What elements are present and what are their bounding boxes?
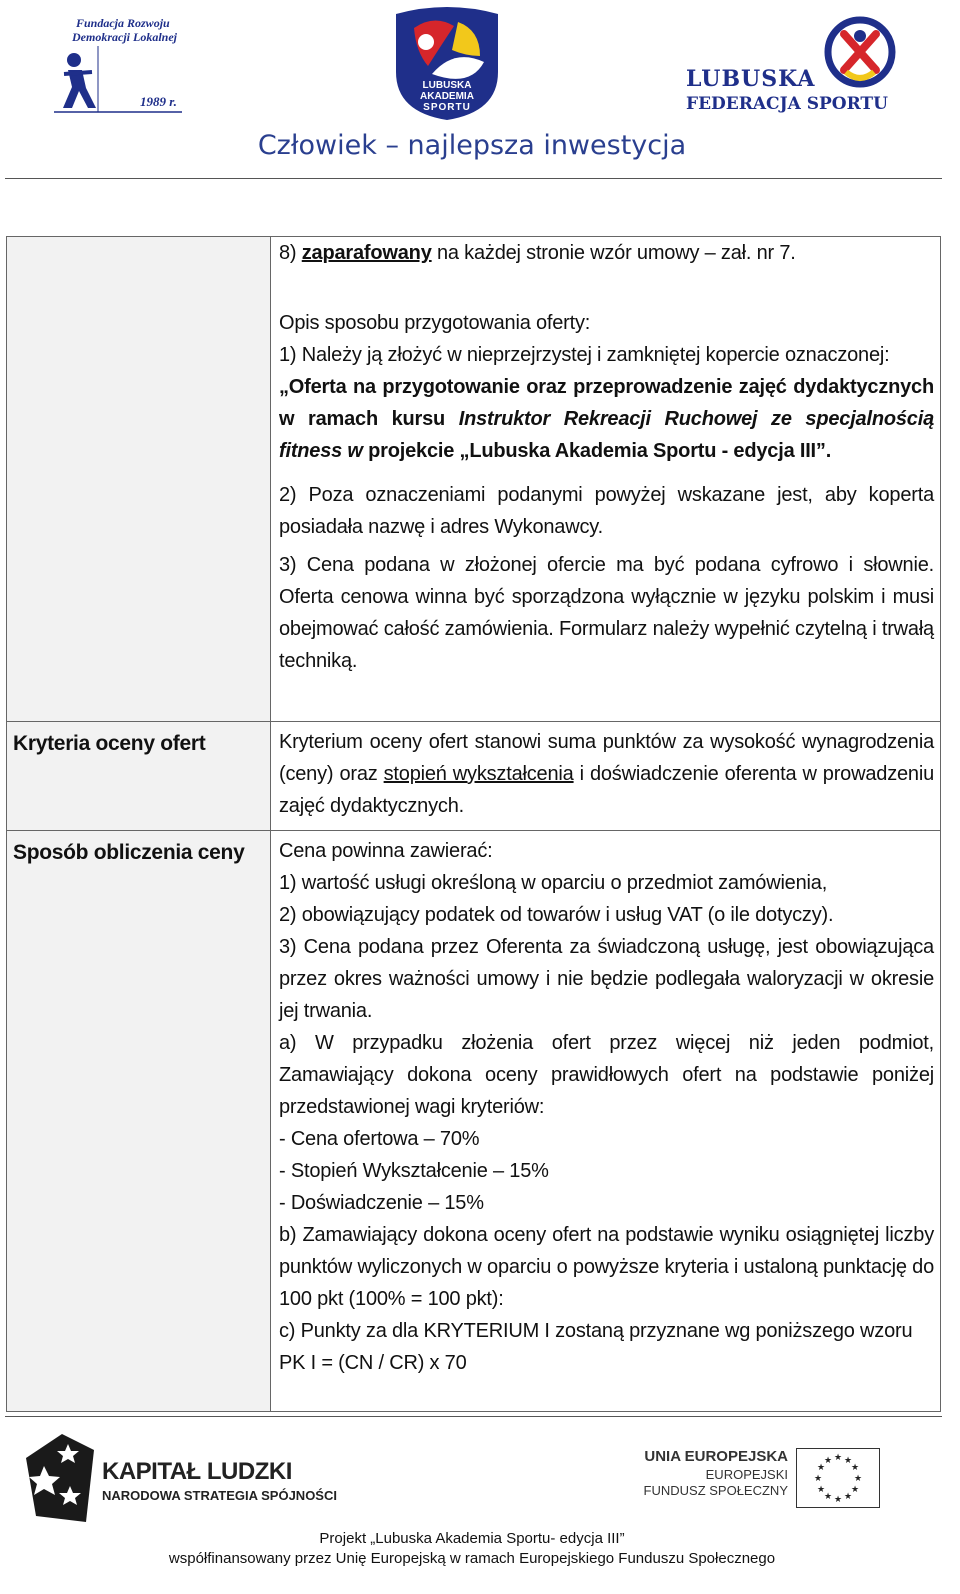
criteria-text-b: i doświadczenie oferenta w prowadzeniu zajęć dydaktycznych. (279, 763, 935, 817)
requirements-table (6, 236, 941, 1412)
las-line1: LUBUSKA (422, 80, 472, 91)
price-line: 3) Cena podana przez Oferenta za świadczoną usługę, jest obowiązująca przez okres ważności umowy i nie będzie podlegała waloryzacji w okresie jej trwania. (279, 936, 934, 1022)
offer-title-part-b: Instruktor Rekreacji Ruchowej ze specjalnością fitness w (279, 408, 934, 462)
price-line: Cena powinna zawierać: (279, 840, 493, 862)
table-row (7, 722, 941, 831)
svg-text:★: ★ (833, 1453, 843, 1463)
las-line2: AKADEMIA (420, 91, 474, 102)
price-line: - Cena ofertowa – 70% (279, 1128, 480, 1150)
footer-cofinance: współfinansowany przez Unię Europejską w ramach Europejskiego Funduszu Społecznego (168, 1550, 776, 1567)
kl-subtitle: NARODOWA STRATEGIA SPÓJNOŚCI (102, 1488, 337, 1503)
criteria-underlined: stopień wykształcenia (383, 763, 574, 785)
paragraph-initial-requirement (279, 237, 934, 269)
logo-unia-europejska (643, 1448, 878, 1524)
svg-text:★: ★ (813, 1474, 823, 1484)
row-label (7, 237, 270, 247)
paragraph-criteria (279, 726, 934, 822)
table-row (7, 831, 941, 1412)
svg-text:★: ★ (853, 1474, 863, 1484)
svg-text:★: ★ (843, 1456, 853, 1466)
header-tagline: Człowiek – najlepsza inwestycja (257, 130, 687, 161)
price-line: - Stopień Wykształcenie – 15% (279, 1160, 549, 1182)
svg-text:★: ★ (850, 1485, 860, 1495)
svg-text:★: ★ (833, 1495, 843, 1505)
header-divider (5, 178, 942, 179)
frdl-name-line1: Fundacja Rozwoju (76, 16, 170, 30)
row-label-cell (7, 237, 271, 722)
price-line: - Doświadczenie – 15% (279, 1192, 484, 1214)
eu-stars-icon (796, 1448, 880, 1508)
frdl-name-line2: Demokracji Lokalnej (72, 30, 177, 44)
row-content-cell (271, 831, 941, 1412)
row-label-kryteria: Kryteria oceny ofert (13, 732, 206, 755)
logo-kapital-ludzki (22, 1430, 337, 1525)
row-content-cell (271, 722, 941, 831)
svg-text:★: ★ (850, 1463, 860, 1473)
offer-title-part-c: projekcie „Lubuska Akademia Sportu - edycja III”. (362, 440, 832, 462)
ue-line2: EUROPEJSKI (705, 1467, 788, 1482)
item-text: na każdej stronie wzór umowy – zał. nr 7. (431, 242, 796, 264)
paragraph-envelope-address: 2) Poza oznaczeniami podanymi powyżej wskazane jest, aby koperta posiadała nazwę i adres Wykonawcy. (279, 484, 934, 538)
price-line: 2) obowiązujący podatek od towarów i usług VAT (o ile dotyczy). (279, 904, 834, 926)
svg-text:★: ★ (843, 1492, 853, 1502)
underlined-term: zaparafowany (301, 242, 432, 264)
price-line: c) Punkty za dla KRYTERIUM I zostaną przyznane wg poniższego wzoru (279, 1320, 913, 1342)
price-line: 1) wartość usługi określoną w oparciu o przedmiot zamówienia, (279, 872, 828, 894)
price-line: b) Zamawiający dokona oceny ofert na podstawie wyniku osiągniętej liczby punktów wyliczonych w oparciu o powyższe kryteria i ustaloną punktację do 100 pkt (100% = 100 pkt): (279, 1224, 934, 1310)
item-number: 8) (279, 242, 302, 264)
lfs-line1: LUBUSKA (686, 66, 816, 92)
paragraph-price-format: 3) Cena podana w złożonej ofercie ma być podana cyfrowo i słownie. Oferta cenowa winna być sporządzona wyłącznie w języku polskim i musi obejmować całość zamówienia. Formularz należy wypełnić czytelną i trwałą techniką. (279, 554, 934, 672)
lfs-line2: FEDERACJA SPORTU (686, 94, 888, 114)
svg-text:★: ★ (823, 1492, 833, 1502)
price-line: a) W przypadku złożenia ofert przez więcej niż jeden podmiot, Zamawiający dokona oceny prawidłowych ofert na podstawie poniżej przedstawionej wagi kryteriów: (279, 1032, 934, 1118)
kl-title: KAPITAŁ LUDZKI (102, 1458, 292, 1485)
ue-line3: FUNDUSZ SPOŁECZNY (643, 1483, 788, 1498)
svg-text:★: ★ (816, 1463, 826, 1473)
footer-project: Projekt „Lubuska Akademia Sportu- edycja III” (319, 1530, 625, 1547)
logo-lubuska-federacja-sportu (684, 12, 916, 120)
svg-text:★: ★ (823, 1456, 833, 1466)
ue-line1: UNIA EUROPEJSKA (644, 1448, 788, 1465)
las-line3: SPORTU (423, 102, 471, 113)
row-content-cell (271, 237, 941, 722)
frdl-year: 1989 r. (140, 94, 177, 109)
logo-lubuska-akademia-sportu (388, 4, 506, 122)
paragraph-offer-heading: Opis sposobu przygotowania oferty: (279, 312, 591, 334)
row-label-cell (7, 722, 271, 831)
paragraph-offer-title (279, 371, 934, 467)
price-formula: PK I = (CN / CR) x 70 (279, 1352, 467, 1374)
logo-frdl (52, 14, 192, 114)
paragraph-envelope: 1) Należy ją złożyć w nieprzejrzystej i zamkniętej kopercie oznaczonej: (279, 344, 890, 366)
criteria-text-a: Kryterium oceny ofert stanowi suma punktów za wysokość wynagrodzenia (ceny) oraz (279, 731, 934, 785)
offer-title-part-a: „Oferta na przygotowanie oraz przeprowadzenie zajęć dydaktycznych w ramach kursu (279, 376, 934, 430)
footer-divider (5, 1416, 942, 1417)
table-row (7, 237, 941, 722)
svg-text:★: ★ (816, 1485, 826, 1495)
row-label-sposob: Sposób obliczenia ceny (13, 841, 245, 864)
row-label-cell (7, 831, 271, 1412)
